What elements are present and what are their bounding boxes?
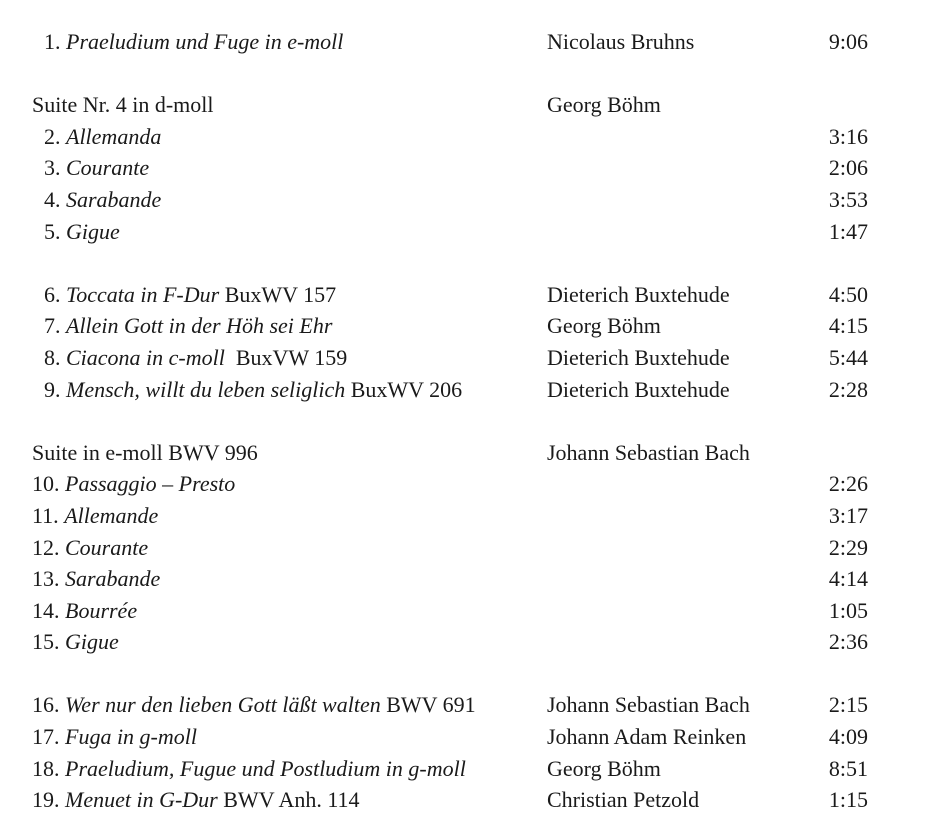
track-title <box>32 342 347 374</box>
track-title <box>32 784 360 816</box>
catalogue-number: BuxWV 206 <box>345 376 463 402</box>
track-duration: 3:53 <box>828 186 868 212</box>
track-row <box>0 532 926 564</box>
work-title: Menuet in G-Dur <box>65 787 218 813</box>
track-duration: 1:05 <box>828 597 868 623</box>
track-duration: 5:44 <box>828 344 868 370</box>
composer: Johann Sebastian Bach <box>547 439 750 465</box>
track-number: 6. <box>44 281 66 307</box>
track-number: 11. <box>32 502 65 528</box>
track-title <box>32 468 235 500</box>
track-duration: 1:47 <box>828 218 868 244</box>
track-number: 16. <box>32 692 65 718</box>
suite-heading <box>0 437 926 469</box>
track-duration: 2:26 <box>828 471 868 497</box>
track-duration: 1:15 <box>828 787 868 813</box>
track-row <box>0 563 926 595</box>
track-number: 15. <box>32 629 65 655</box>
track-number: 10. <box>32 471 65 497</box>
work-title: Ciacona in c-moll <box>66 344 225 370</box>
suite-title: Suite in e-moll BWV 996 <box>32 439 258 465</box>
track-number: 8. <box>44 344 66 370</box>
work-title: Passaggio – Presto <box>65 471 236 497</box>
work-title: Allemanda <box>66 123 162 149</box>
track-duration: 4:09 <box>828 724 868 750</box>
track-title <box>32 279 336 311</box>
track-number: 1. <box>44 29 66 54</box>
track-number: 7. <box>44 313 66 339</box>
track-row <box>0 310 926 342</box>
track-duration: 2:36 <box>828 629 868 655</box>
track-row <box>0 595 926 627</box>
track-row <box>0 374 926 406</box>
track-title <box>32 753 466 785</box>
composer: Christian Petzold <box>547 787 700 813</box>
track-list <box>0 26 926 816</box>
track-number: 5. <box>44 218 66 244</box>
track-row <box>0 784 926 816</box>
work-title: Gigue <box>66 218 120 244</box>
track-row <box>0 500 926 532</box>
spacer <box>0 247 926 279</box>
track-title <box>32 563 160 595</box>
track-row <box>0 279 926 311</box>
track-row <box>0 26 926 58</box>
track-number: 14. <box>32 597 65 623</box>
track-number: 2. <box>44 123 66 149</box>
composer: Nicolaus Bruhns <box>547 29 695 54</box>
spacer <box>0 405 926 437</box>
work-title: Courante <box>65 534 149 560</box>
track-row <box>0 626 926 658</box>
work-title: Bourrée <box>65 597 138 623</box>
work-title: Courante <box>66 155 150 181</box>
composer: Dieterich Buxtehude <box>547 376 730 402</box>
composer: Johann Sebastian Bach <box>547 692 750 718</box>
work-title: Allein Gott in der Höh sei Ehr <box>66 313 333 339</box>
suite-title: Suite Nr. 4 in d-moll <box>32 92 214 118</box>
spacer <box>0 658 926 690</box>
spacer <box>0 58 926 90</box>
track-duration: 9:06 <box>828 29 868 54</box>
track-title <box>32 374 462 406</box>
track-row <box>0 342 926 374</box>
track-number: 13. <box>32 566 65 592</box>
suite-heading <box>0 89 926 121</box>
work-title: Toccata in F-Dur <box>66 281 220 307</box>
track-number: 4. <box>44 186 66 212</box>
catalogue-number: BuxVW 159 <box>224 344 348 370</box>
track-row <box>0 184 926 216</box>
track-duration: 4:14 <box>828 566 868 592</box>
track-title <box>32 310 332 342</box>
work-title: Praeludium, Fugue und Postludium in g-moll <box>65 755 466 781</box>
track-duration: 2:28 <box>828 376 868 402</box>
track-number: 12. <box>32 534 65 560</box>
composer: Johann Adam Reinken <box>547 724 747 750</box>
track-title <box>32 152 149 184</box>
track-title <box>32 184 161 216</box>
track-title <box>32 532 148 564</box>
catalogue-number: BWV Anh. 114 <box>217 787 360 813</box>
track-duration: 3:17 <box>828 502 868 528</box>
track-duration: 8:51 <box>828 755 868 781</box>
track-number: 18. <box>32 755 65 781</box>
track-title <box>32 216 120 248</box>
track-title <box>32 595 137 627</box>
track-title <box>32 500 158 532</box>
composer: Dieterich Buxtehude <box>547 344 730 370</box>
track-row <box>0 468 926 500</box>
track-number: 19. <box>32 787 65 813</box>
work-title: Sarabande <box>66 186 162 212</box>
track-title <box>32 26 343 58</box>
track-number: 17. <box>32 724 65 750</box>
track-row <box>0 216 926 248</box>
work-title: Gigue <box>65 629 119 655</box>
catalogue-number: BuxWV 157 <box>219 281 337 307</box>
track-row <box>0 689 926 721</box>
composer: Georg Böhm <box>547 313 661 339</box>
work-title: Sarabande <box>65 566 161 592</box>
track-row <box>0 753 926 785</box>
track-duration: 2:06 <box>828 155 868 181</box>
work-title: Wer nur den lieben Gott läßt walten <box>65 692 381 718</box>
track-title <box>32 626 119 658</box>
track-row <box>0 721 926 753</box>
track-title <box>32 121 161 153</box>
track-number: 9. <box>44 376 66 402</box>
track-title <box>32 689 476 721</box>
composer: Georg Böhm <box>547 92 661 118</box>
work-title: Praeludium und Fuge in e-moll <box>66 29 344 54</box>
track-duration: 2:15 <box>828 692 868 718</box>
track-number: 3. <box>44 155 66 181</box>
catalogue-number: BWV 691 <box>380 692 476 718</box>
composer: Dieterich Buxtehude <box>547 281 730 307</box>
composer: Georg Böhm <box>547 755 661 781</box>
track-title <box>32 721 197 753</box>
track-row <box>0 121 926 153</box>
work-title: Fuga in g-moll <box>65 724 197 750</box>
track-duration: 3:16 <box>828 123 868 149</box>
work-title: Mensch, willt du leben seliglich <box>66 376 346 402</box>
track-row <box>0 152 926 184</box>
track-duration: 2:29 <box>828 534 868 560</box>
track-duration: 4:15 <box>828 313 868 339</box>
track-duration: 4:50 <box>828 281 868 307</box>
work-title: Allemande <box>64 502 159 528</box>
